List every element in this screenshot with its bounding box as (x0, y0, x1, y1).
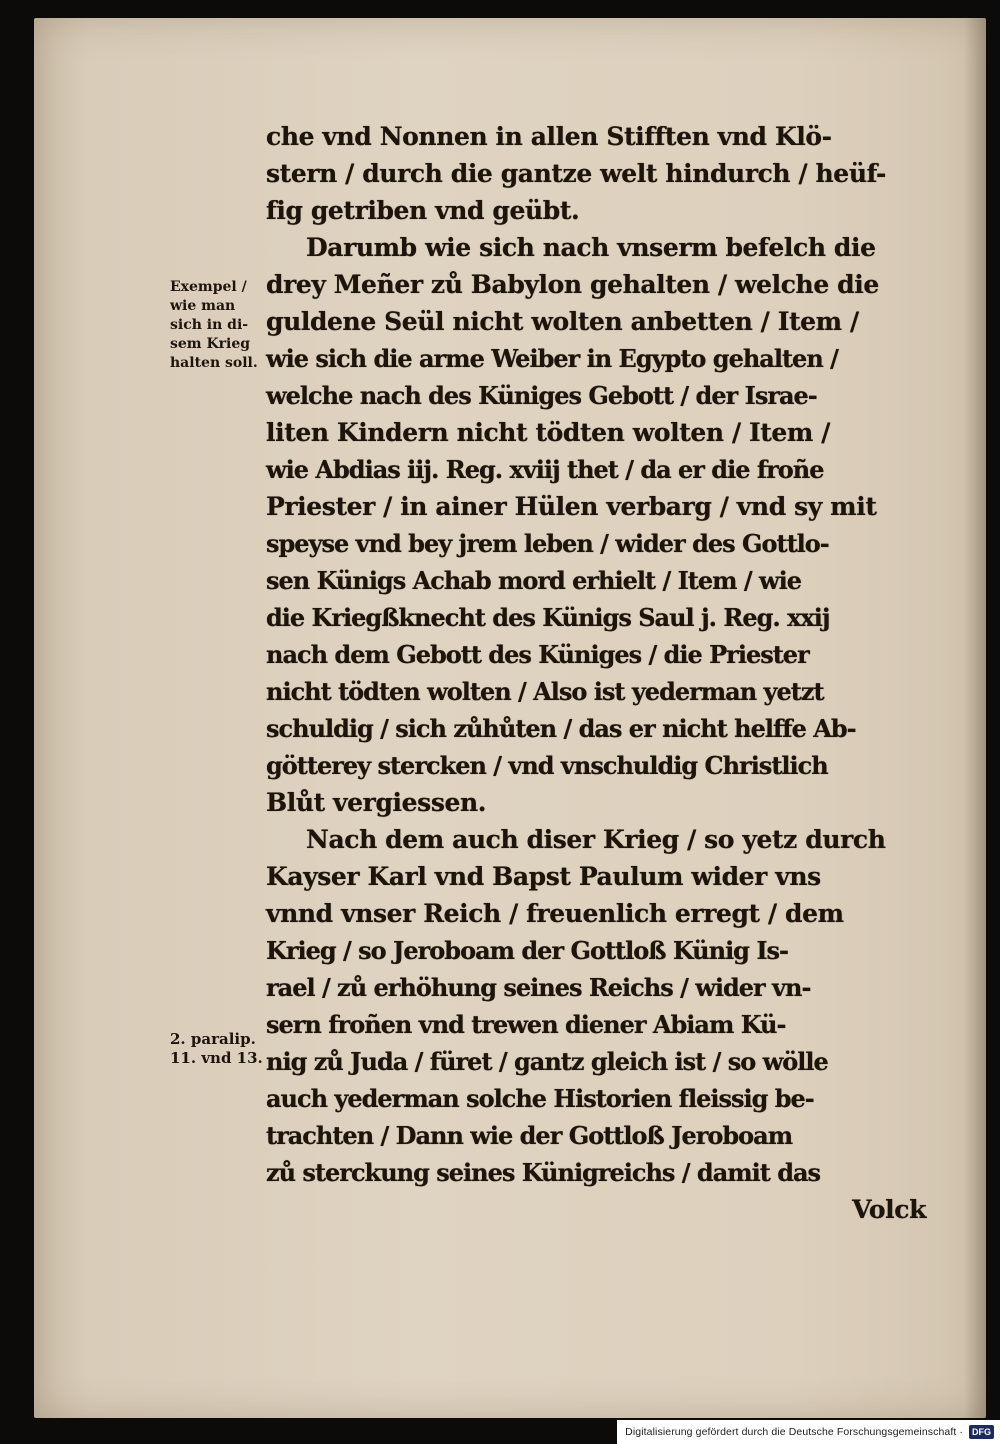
margin-note-line: Exempel / (170, 279, 247, 295)
dfg-logo: DFG (969, 1425, 994, 1439)
text-line: fig getriben vnd geübt. (266, 196, 580, 225)
margin-note-line: wie man (170, 298, 236, 314)
margin-note-paralip (170, 1030, 263, 1068)
text-line: vnnd vnser Reich / freuenlich erregt / dem (266, 899, 844, 928)
footer-credit: Digitalisierung gefördert durch die Deutsche Forschungsgemeinschaft · (625, 1426, 963, 1438)
text-line: schuldig / sich zůhůten / das er nicht helffe Ab- (266, 714, 856, 743)
body-text (266, 118, 926, 1228)
text-line: Kayser Karl vnd Bapst Paulum wider vns (266, 862, 821, 891)
text-line: drey Meñer zů Babylon gehalten / welche die (266, 270, 879, 299)
text-line: die Kriegßknecht des Künigs Saul j. Reg. xxij (266, 603, 830, 632)
text-line: sen Künigs Achab mord erhielt / Item / wie (266, 566, 802, 595)
text-line: welche nach des Küniges Gebott / der Israe- (266, 381, 817, 410)
page-gutter-shadow (964, 18, 986, 1418)
text-line: zů sterckung seines Künigreichs / damit das (266, 1158, 821, 1187)
text-line: stern / durch die gantze welt hindurch / heüf- (266, 159, 887, 188)
text-line: götterey stercken / vnd vnschuldig Christlich (266, 751, 828, 780)
text-line: nicht tödten wolten / Also ist yederman yetzt (266, 677, 824, 706)
text-line: wie sich die arme Weiber in Egypto gehalten / (266, 344, 838, 373)
text-line: sern froñen vnd trewen diener Abiam Kü- (266, 1010, 786, 1039)
text-line: liten Kindern nicht tödten wolten / Item / (266, 418, 831, 447)
margin-note-line: 2. paralip. (170, 1030, 256, 1048)
catchword: Volck (852, 1195, 926, 1224)
text-line: Krieg / so Jeroboam der Gottloß Künig Is- (266, 936, 789, 965)
text-line: nach dem Gebott des Küniges / die Priester (266, 640, 809, 669)
text-line: nig zů Juda / füret / gantz gleich ist / so wölle (266, 1047, 828, 1076)
text-line: che vnd Nonnen in allen Stifften vnd Klö- (266, 122, 832, 151)
margin-note-line: 11. vnd 13. (170, 1049, 263, 1067)
text-line: Blůt vergiessen. (266, 788, 487, 817)
text-line: wie Abdias iij. Reg. xviij thet / da er die froñe (266, 455, 824, 484)
margin-note-line: halten soll. (170, 355, 258, 371)
text-line: guldene Seül nicht wolten anbetten / Item / (266, 307, 859, 336)
text-line: trachten / Dann wie der Gottloß Jeroboam (266, 1121, 793, 1150)
margin-note-line: sem Krieg (170, 336, 251, 352)
margin-note-line: sich in di- (170, 317, 249, 333)
text-line: speyse vnd bey jrem leben / wider des Gottlo- (266, 529, 829, 558)
margin-note-exempel (170, 278, 258, 373)
text-line: rael / zů erhöhung seines Reichs / wider vn- (266, 973, 811, 1002)
text-line: Darumb wie sich nach vnserm befelch die (306, 233, 876, 262)
text-line: auch yederman solche Historien fleissig be- (266, 1084, 814, 1113)
digitization-footer (617, 1420, 1000, 1444)
text-line: Nach dem auch diser Krieg / so yetz durch (306, 825, 886, 854)
text-line: Priester / in ainer Hülen verbarg / vnd sy mit (266, 492, 877, 521)
